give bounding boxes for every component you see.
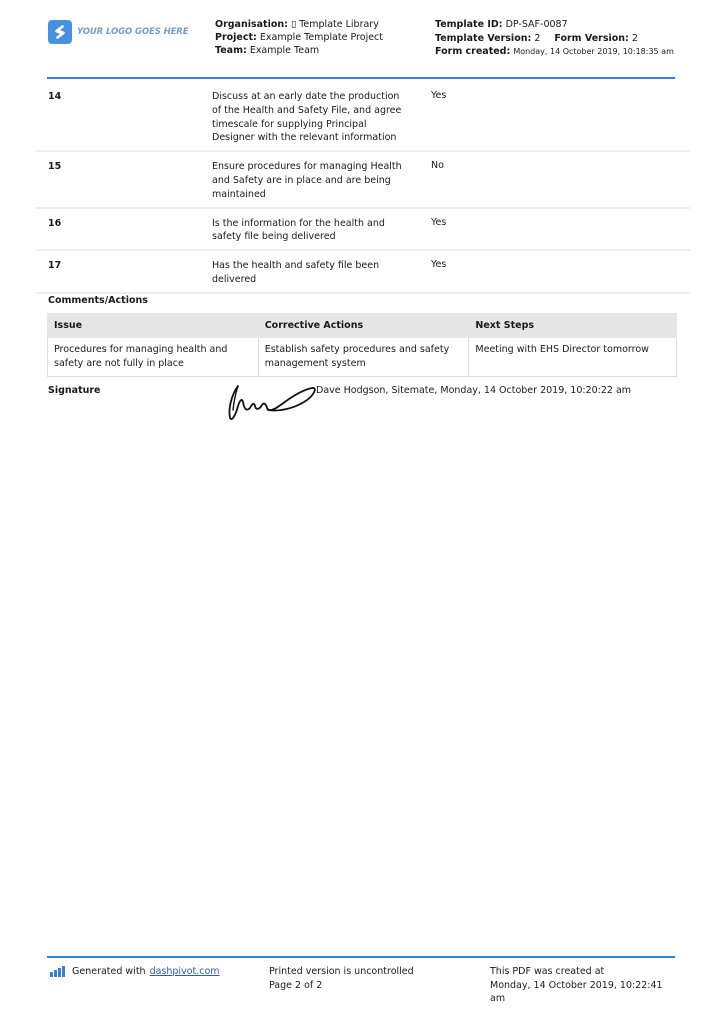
bar-chart-icon — [50, 966, 66, 977]
question-number: 17 — [48, 260, 62, 272]
header-template-info — [435, 18, 675, 59]
logo-icon — [48, 20, 72, 44]
header-project-info — [215, 18, 383, 57]
form-created-line — [435, 45, 675, 59]
question-text: Has the health and safety file been delivered — [212, 260, 380, 285]
question-text: Ensure procedures for managing Health and Safety are in place and are being maintained — [212, 161, 402, 200]
team-label: Team: — [215, 45, 247, 56]
question-answer: Yes — [431, 216, 447, 228]
table-row — [36, 251, 690, 294]
form-version-label: Form Version: — [554, 32, 629, 44]
table-row — [36, 82, 690, 152]
dashpivot-link[interactable]: dashpivot.com — [149, 966, 220, 977]
project-line — [215, 31, 383, 44]
template-id-line — [435, 18, 675, 32]
template-id-label: Template ID: — [435, 19, 503, 30]
table-row — [48, 338, 677, 377]
project-value: Example Template Project — [259, 32, 383, 43]
comments-actions-heading: Comments/Actions — [48, 295, 148, 306]
corrective-action-cell: Establish safety procedures and safety management system — [258, 338, 469, 377]
form-version-value: 2 — [631, 32, 638, 44]
organisation-line — [215, 18, 383, 31]
question-text: Discuss at an early date the production of the Health and Safety File, and agree timescale for supplying Principal Designer with the relevant information — [212, 91, 402, 144]
question-number: 15 — [48, 161, 62, 173]
question-answer: Yes — [431, 259, 447, 271]
organisation-label: Organisation: — [215, 19, 288, 30]
pdf-created-info — [490, 965, 680, 1006]
organisation-value: ▯ Template Library — [290, 19, 379, 30]
column-header-issue: Issue — [48, 314, 259, 338]
generated-with — [50, 965, 220, 979]
generated-prefix: Generated with — [72, 966, 146, 977]
column-header-corrective-actions: Corrective Actions — [258, 314, 469, 338]
signature-label: Signature — [48, 385, 101, 396]
signature-image — [224, 380, 318, 424]
question-number: 16 — [48, 217, 62, 229]
signature-details: Dave Hodgson, Sitemate, Monday, 14 October 2019, 10:20:22 am — [316, 385, 632, 396]
question-text: Is the information for the health and safety file being delivered — [212, 217, 385, 243]
question-answer: Yes — [431, 90, 447, 101]
question-answer: No — [431, 160, 444, 172]
template-version-value: 2 — [534, 32, 541, 44]
team-line — [215, 44, 383, 57]
form-created-value: Monday, 14 October 2019, 10:18:35 am — [513, 47, 674, 56]
uncontrolled-notice: Printed version is uncontrolled — [269, 966, 414, 977]
question-number: 14 — [48, 91, 62, 102]
form-created-label: Form created: — [435, 46, 511, 57]
project-label: Project: — [215, 32, 257, 43]
page-number: Page 2 of 2 — [269, 979, 323, 991]
logo-text: YOUR LOGO GOES HERE — [77, 27, 189, 37]
team-value: Example Team — [249, 45, 320, 56]
print-info — [269, 965, 414, 992]
table-row — [36, 152, 690, 208]
next-steps-cell: Meeting with EHS Director tomorrow — [469, 338, 677, 377]
template-version-label: Template Version: — [435, 32, 532, 44]
column-header-next-steps: Next Steps — [469, 314, 677, 338]
version-line — [435, 32, 675, 46]
header-divider — [47, 77, 675, 79]
pdf-created-label: This PDF was created at — [490, 966, 605, 977]
page-header — [47, 16, 675, 80]
company-logo — [48, 20, 188, 44]
table-row — [36, 209, 690, 252]
comments-actions-table — [47, 313, 677, 377]
template-id-value: DP-SAF-0087 — [505, 19, 568, 30]
pdf-created-value: Monday, 14 October 2019, 10:22:41 am — [490, 979, 663, 1004]
checklist-table — [36, 82, 690, 294]
table-header-row — [48, 314, 677, 338]
issue-cell: Procedures for managing health and safety are not fully in place — [48, 338, 259, 377]
footer-divider — [47, 956, 675, 958]
